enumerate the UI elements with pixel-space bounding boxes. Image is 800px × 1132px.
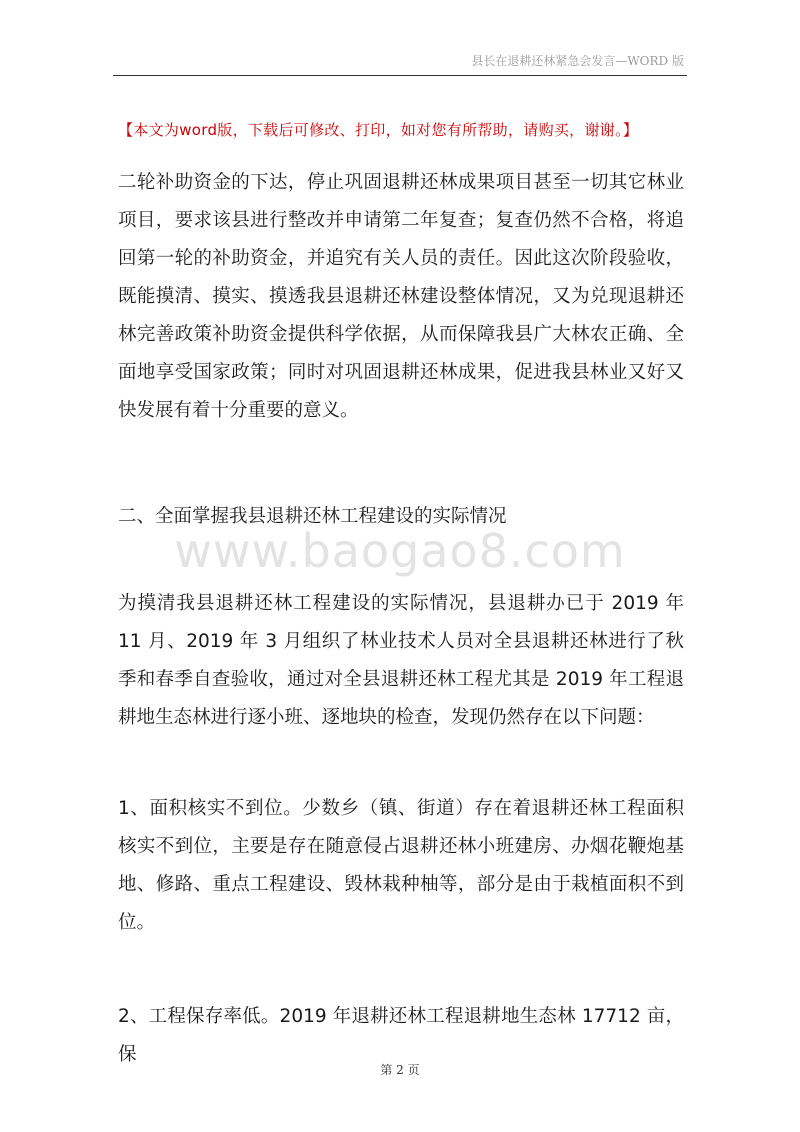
download-notice: 【本文为word版，下载后可修改、打印，如对您有所帮助，请购买，谢谢。】 [118,121,639,139]
body-paragraph: 二轮补助资金的下达，停止巩固退耕还林成果项目甚至一切其它林业项目，要求该县进行整改并申请第二年复查；复查仍然不合格，将追回第一轮的补助资金，并追究有关人员的责任。因此这次阶段验收，既能摸清、摸实、摸透我县退耕还林建设整体情况，又为兑现退耕还林完善政策补助资金提供科学依据，从而保障我县广大林农正确、全面地享受国家政策；同时对巩固退耕还林成果，促进我县林业又好又快发展有着十分重要的意义。 [118,172,684,421]
watermark-text: www.baogao8.com [174,524,626,578]
body-paragraph: 2、工程保存率低。2019 年退耕还林工程退耕地生态林 17712 亩，保 [118,1006,684,1065]
section-heading: 二、全面掌握我县退耕还林工程建设的实际情况 [118,506,507,527]
header-divider [113,75,687,76]
page-number: 第 2 页 [380,1063,420,1077]
body-paragraph: 为摸清我县退耕还林工程建设的实际情况，县退耕办已于 2019 年 11 月、2019 年 3 月组织了林业技术人员对全县退耕还林进行了秋季和春季自查验收，通过对全县退耕还林工程尤其是 2019 年工程退耕地生态林进行逐小班、逐地块的检查，发现仍然存在以下问题： [118,593,684,728]
document-header-title: 县长在退耕还林紧急会发言—WORD 版 [471,54,684,68]
body-paragraph: 1、面积核实不到位。少数乡（镇、街道）存在着退耕还林工程面积核实不到位，主要是存在随意侵占退耕还林小班建房、办烟花鞭炮基地、修路、重点工程建设、毁林栽种柚等，部分是由于栽植面积不到位。 [118,798,684,933]
